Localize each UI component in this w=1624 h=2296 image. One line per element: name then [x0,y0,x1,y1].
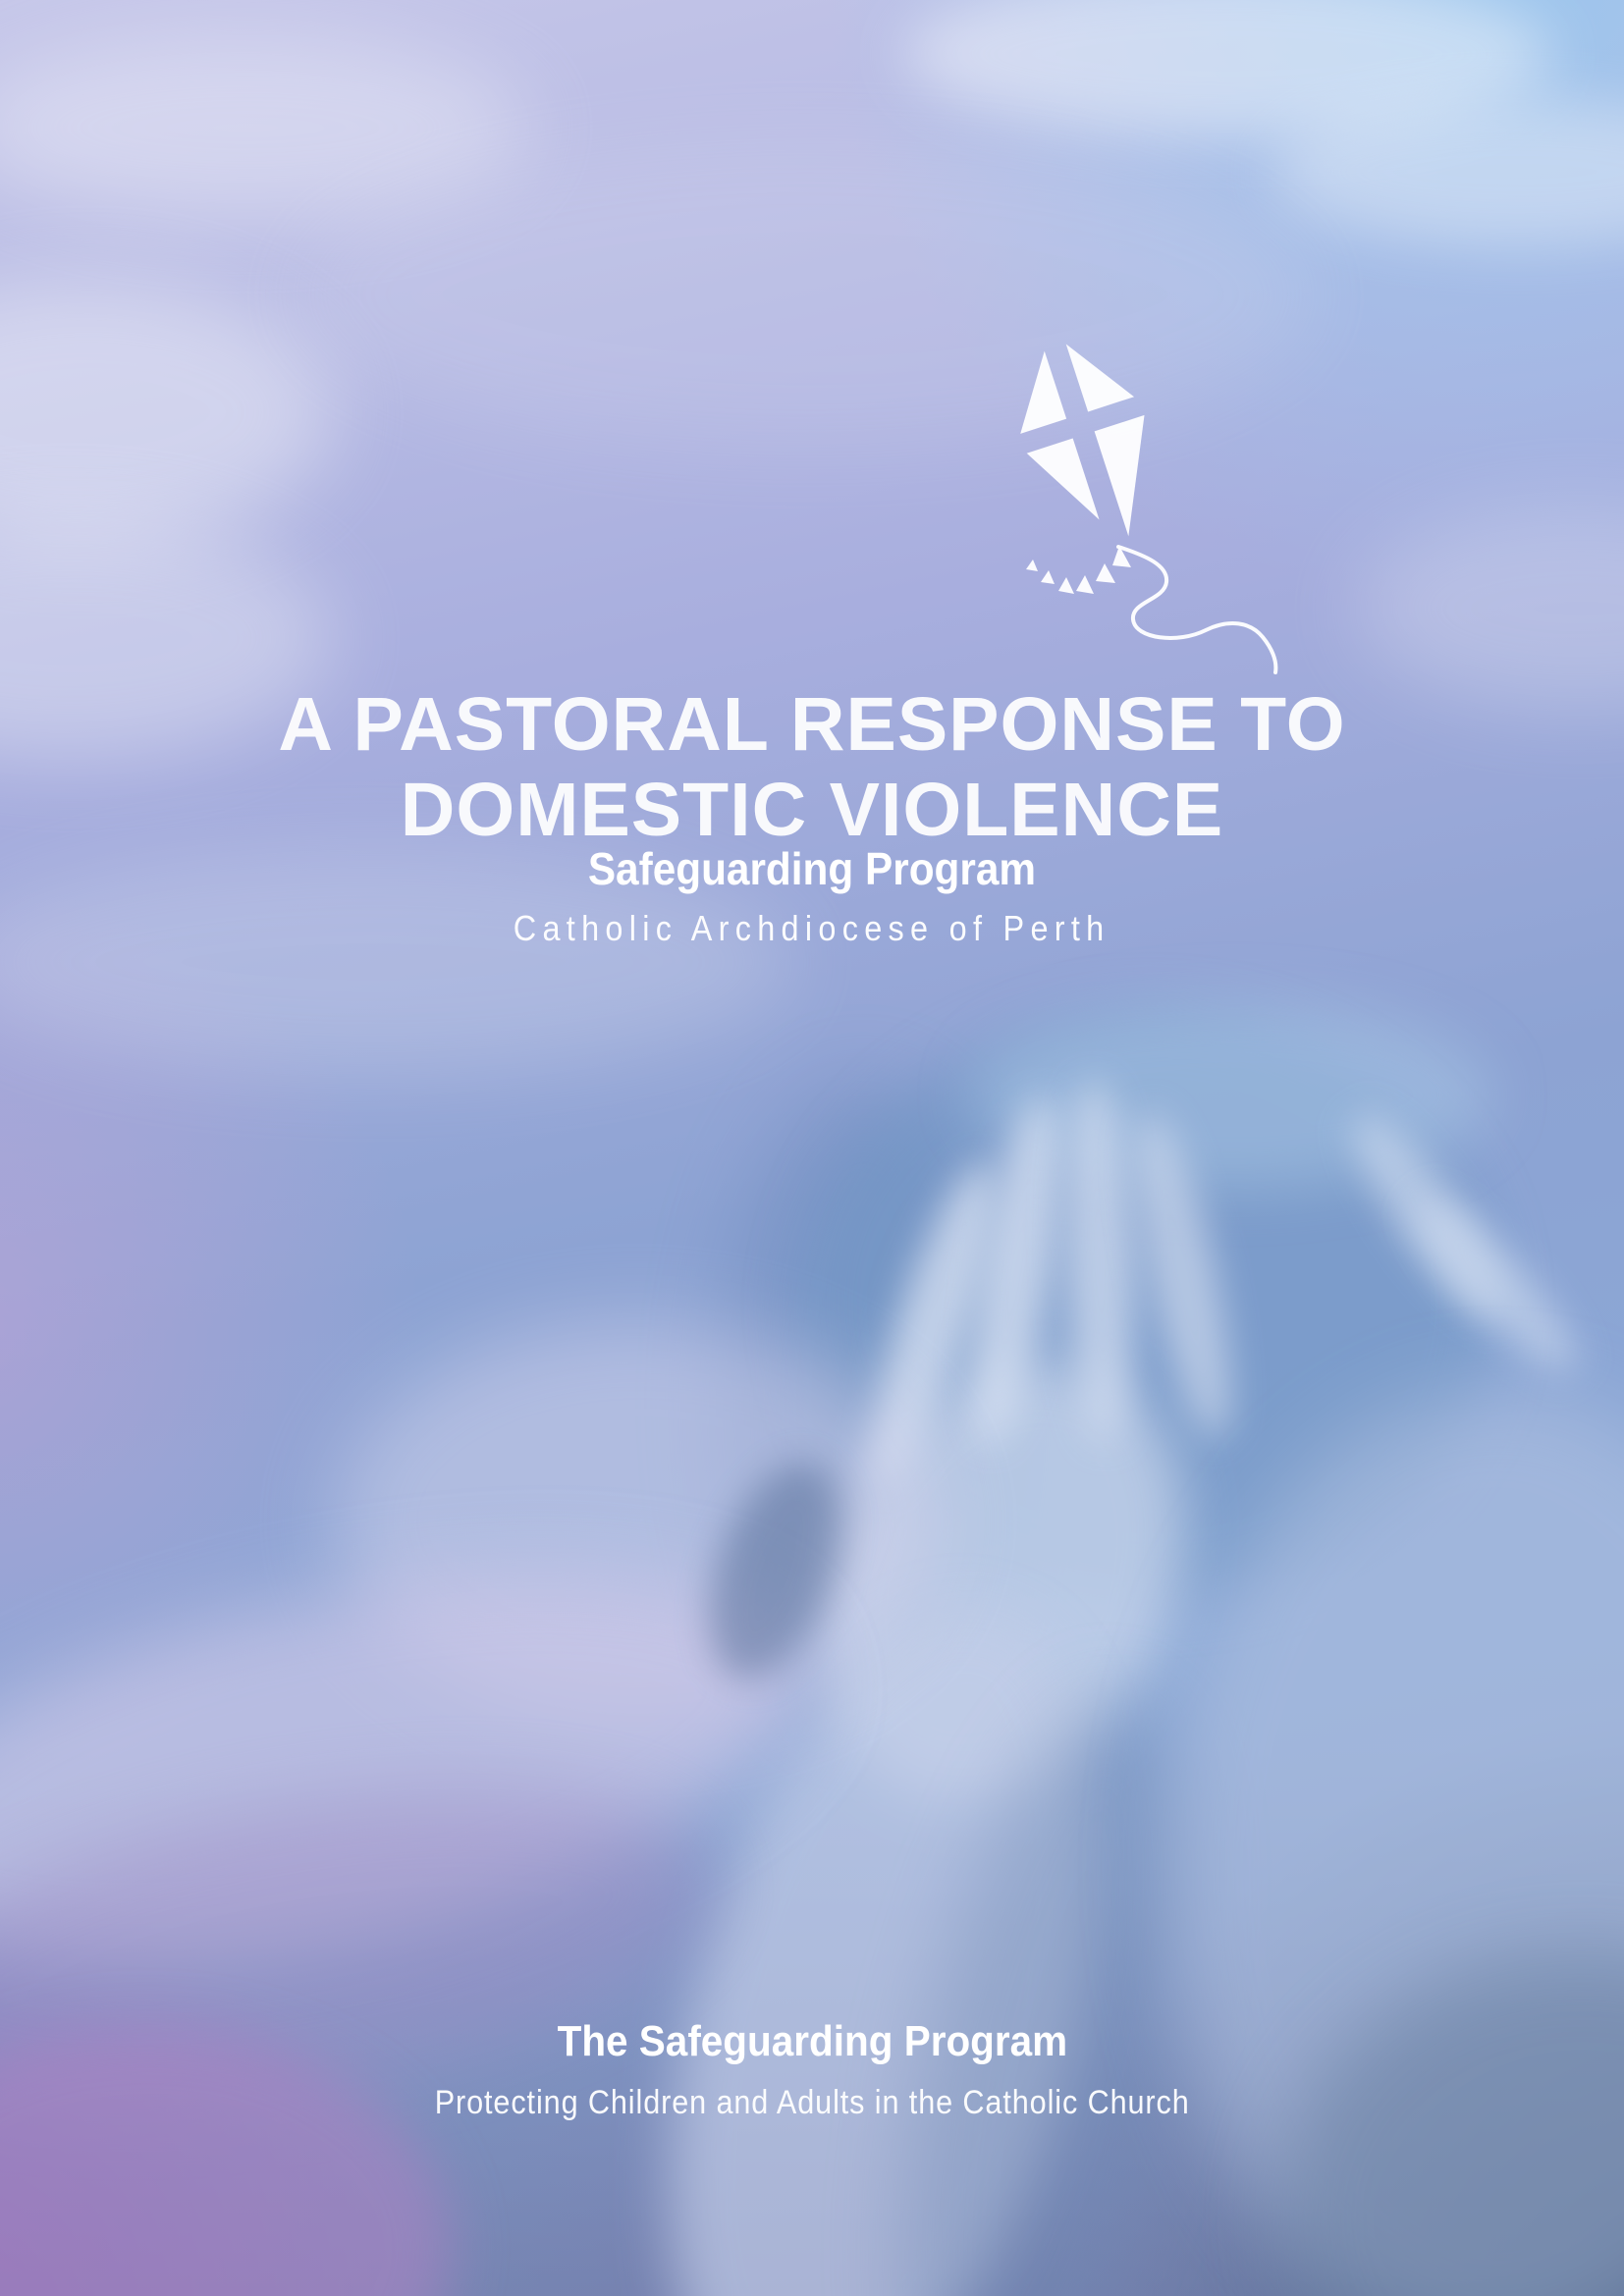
title-line-2: DOMESTIC VIOLENCE [400,767,1224,852]
kite-logo [935,312,1327,705]
subtitle-program-text: Safeguarding Program [587,843,1037,894]
footer-program-text: The Safeguarding Program [557,2017,1067,2065]
kite-string [1118,547,1275,672]
footer-tagline-text: Protecting Children and Adults in the Catholic Church [434,2084,1190,2121]
footer-program [0,2017,1624,2066]
page-title [0,681,1624,858]
subtitle-organization [0,908,1624,949]
subtitle-program [0,842,1624,895]
subtitle-organization-text: Catholic Archdiocese of Perth [514,908,1110,948]
title-line-1: A PASTORAL RESPONSE TO [278,681,1346,767]
kite-tail [1026,546,1131,594]
footer-tagline [0,2084,1624,2122]
kite-with-cross-icon [935,312,1327,705]
